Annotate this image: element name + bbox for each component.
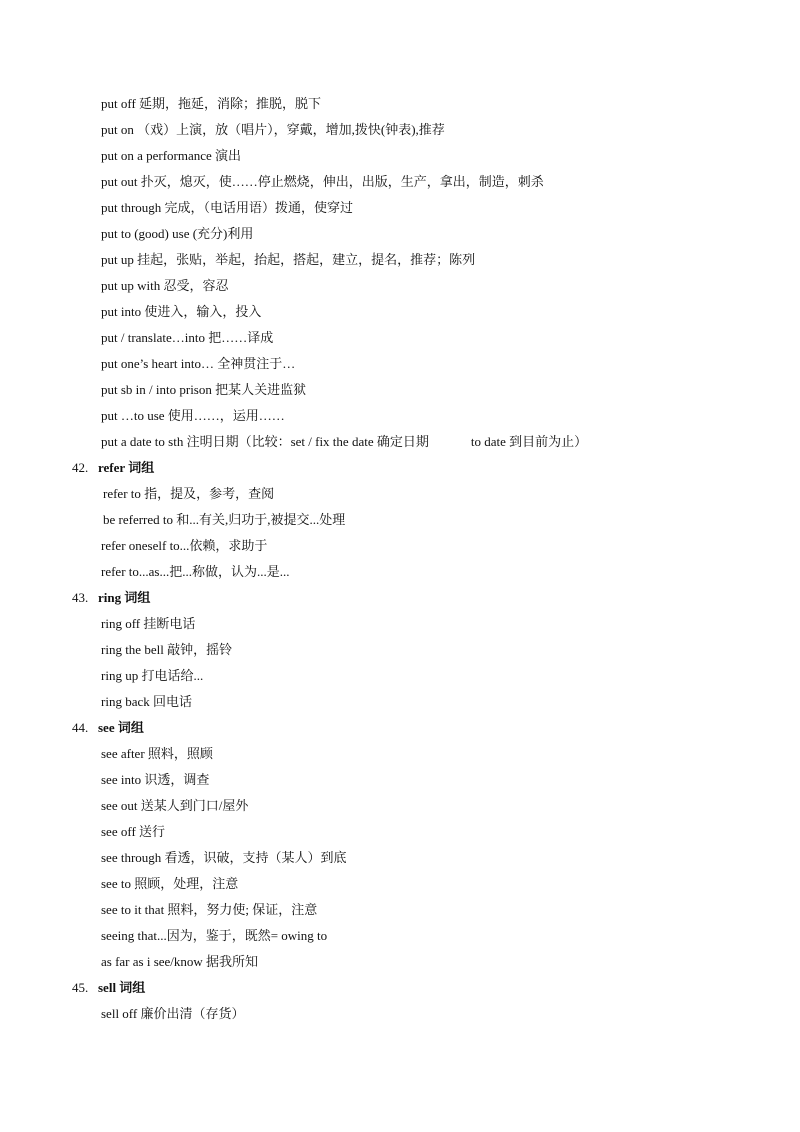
section-number: 43. [72, 590, 89, 605]
list-item: see out 送某人到门口/屋外 [101, 798, 249, 813]
list-item: put into 使进入，输入，投入 [101, 304, 262, 319]
list-item: ring up 打电话给... [101, 668, 204, 683]
list-item: as far as i see/know 据我所知 [101, 954, 259, 969]
list-item [101, 429, 587, 455]
section-heading [72, 975, 145, 1001]
section-title: sell 词组 [98, 980, 146, 995]
list-item: see to 照顾，处理，注意 [101, 876, 239, 891]
list-item: seeing that...因为，鉴于，既然= owing to [101, 928, 328, 943]
list-item-main: put a date to sth 注明日期（比较：set / fix the date 确定日期 [101, 434, 429, 449]
section-number: 45. [72, 980, 89, 995]
list-item: sell off 廉价出清（存货） [101, 1006, 245, 1021]
section-heading [72, 455, 154, 481]
list-item: put off 延期，拖延，消除；推脱，脱下 [101, 96, 322, 111]
list-item: ring off 挂断电话 [101, 616, 196, 631]
list-item: put out 扑灭，熄灭，使……停止燃烧，伸出，出版，生产，拿出，制造，刺杀 [101, 174, 544, 189]
list-item: put …to use 使用……，运用…… [101, 408, 285, 423]
list-item: refer to...as...把...称做，认为...是... [101, 564, 290, 579]
list-item: see off 送行 [101, 824, 166, 839]
section-number: 44. [72, 720, 89, 735]
section-title: ring 词组 [98, 590, 151, 605]
section-title: refer 词组 [98, 460, 155, 475]
list-item: refer oneself to...依赖，求助于 [101, 538, 268, 553]
list-item: put one’s heart into… 全神贯注于… [101, 356, 296, 371]
list-item: ring the bell 敲钟，摇铃 [101, 642, 233, 657]
section-title: see 词组 [98, 720, 144, 735]
section-number: 42. [72, 460, 89, 475]
list-item: put to (good) use (充分)利用 [101, 226, 254, 241]
list-item: put through 完成，（电话用语）拨通，使穿过 [101, 200, 354, 215]
list-item: put up with 忍受，容忍 [101, 278, 229, 293]
list-item: put on （戏）上演，放（唱片），穿戴，增加,拨快(钟表),推荐 [101, 122, 445, 137]
list-item: be referred to 和...有关,归功于,被提交...处理 [103, 512, 346, 527]
section-heading [72, 585, 150, 611]
list-item: refer to 指，提及，参考，查阅 [103, 486, 275, 501]
list-item: put on a performance 演出 [101, 148, 242, 163]
section-heading [72, 715, 144, 741]
list-item: put sb in / into prison 把某人关进监狱 [101, 382, 307, 397]
list-item: ring back 回电话 [101, 694, 192, 709]
list-item: put up 挂起，张贴，举起，抬起，搭起，建立，提名，推荐；陈列 [101, 252, 476, 267]
list-item-tail: to date 到目前为止） [470, 434, 588, 449]
list-item: see to it that 照料，努力使; 保证，注意 [101, 902, 318, 917]
list-item: see through 看透，识破，支持（某人）到底 [101, 850, 347, 865]
list-item: put / translate…into 把……译成 [101, 330, 274, 345]
list-item: see into 识透，调查 [101, 772, 210, 787]
list-item: see after 照料，照顾 [101, 746, 213, 761]
